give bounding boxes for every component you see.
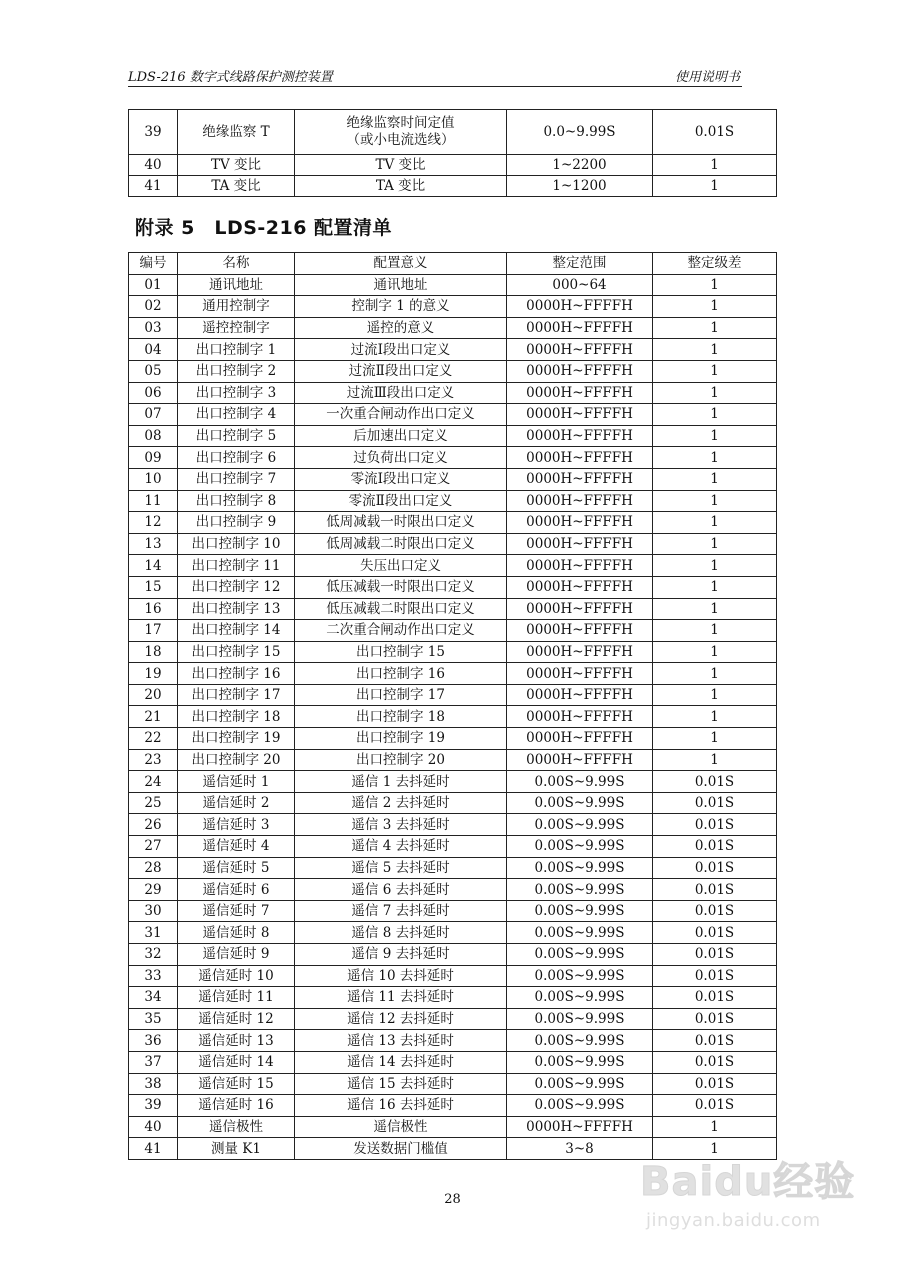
cell-no: 11 <box>129 490 178 512</box>
cell-no: 05 <box>129 360 178 382</box>
table-row <box>129 944 777 966</box>
cell-name: 出口控制字 2 <box>178 360 295 382</box>
cell-no: 23 <box>129 749 178 771</box>
cell-name: 出口控制字 16 <box>178 663 295 685</box>
cell-meaning: 遥信 7 去抖延时 <box>295 900 507 922</box>
cell-step: 1 <box>653 176 777 197</box>
table-row <box>129 1030 777 1052</box>
cell-range: 0.00S~9.99S <box>507 987 653 1009</box>
cell-no: 06 <box>129 382 178 404</box>
cell-no: 14 <box>129 555 178 577</box>
cell-meaning: 遥信 1 去抖延时 <box>295 771 507 793</box>
cell-no: 35 <box>129 1008 178 1030</box>
cell-range: 0000H~FFFFH <box>507 296 653 318</box>
cell-name: 绝缘监察 T <box>178 110 295 155</box>
cell-meaning: 发送数据门槛值 <box>295 1138 507 1160</box>
cell-meaning: 遥信 11 去抖延时 <box>295 987 507 1009</box>
cell-step: 0.01S <box>653 987 777 1009</box>
cell-name: 出口控制字 17 <box>178 684 295 706</box>
table-row <box>129 771 777 793</box>
cell-range: 0.0~9.99S <box>507 110 653 155</box>
cell-range: 0.00S~9.99S <box>507 944 653 966</box>
cell-meaning-line1: 绝缘监察时间定值 <box>346 115 455 131</box>
cell-meaning: 遥信 2 去抖延时 <box>295 792 507 814</box>
cell-step: 1 <box>653 339 777 361</box>
table-row <box>129 468 777 490</box>
cell-range: 0.00S~9.99S <box>507 1095 653 1117</box>
cell-name: 出口控制字 8 <box>178 490 295 512</box>
cell-name: 遥信延时 13 <box>178 1030 295 1052</box>
table-row <box>129 274 777 296</box>
cell-range: 0.00S~9.99S <box>507 1030 653 1052</box>
cell-name: 出口控制字 14 <box>178 620 295 642</box>
table-row <box>129 792 777 814</box>
cell-range: 0000H~FFFFH <box>507 382 653 404</box>
cell-name: TA 变比 <box>178 176 295 197</box>
cell-range: 0000H~FFFFH <box>507 620 653 642</box>
cell-meaning: 遥信 4 去抖延时 <box>295 836 507 858</box>
table-row <box>129 425 777 447</box>
cell-name: 出口控制字 7 <box>178 468 295 490</box>
cell-meaning: 出口控制字 19 <box>295 728 507 750</box>
table-row <box>129 900 777 922</box>
cell-name: 遥信延时 10 <box>178 965 295 987</box>
cell-step: 0.01S <box>653 922 777 944</box>
cell-meaning: 失压出口定义 <box>295 555 507 577</box>
cell-meaning: 零流Ⅱ段出口定义 <box>295 490 507 512</box>
cell-meaning: 通讯地址 <box>295 274 507 296</box>
cell-name: 遥信延时 12 <box>178 1008 295 1030</box>
cell-step: 1 <box>653 555 777 577</box>
cell-meaning: 遥信 14 去抖延时 <box>295 1051 507 1073</box>
cell-step: 1 <box>653 447 777 469</box>
cell-range: 0.00S~9.99S <box>507 1051 653 1073</box>
cell-meaning: 出口控制字 15 <box>295 641 507 663</box>
cell-range: 0000H~FFFFH <box>507 663 653 685</box>
cell-name: 遥信延时 11 <box>178 987 295 1009</box>
cell-range: 0000H~FFFFH <box>507 425 653 447</box>
table-row <box>129 706 777 728</box>
table-row <box>129 814 777 836</box>
cell-range: 0000H~FFFFH <box>507 468 653 490</box>
cell-range: 0.00S~9.99S <box>507 922 653 944</box>
table-row <box>129 339 777 361</box>
column-header-step: 整定级差 <box>653 253 777 275</box>
cell-name: 出口控制字 12 <box>178 576 295 598</box>
table-row <box>129 533 777 555</box>
cell-range: 0.00S~9.99S <box>507 814 653 836</box>
cell-name: 出口控制字 10 <box>178 533 295 555</box>
cell-range: 0.00S~9.99S <box>507 900 653 922</box>
cell-step: 0.01S <box>653 944 777 966</box>
cell-meaning: 零流Ⅰ段出口定义 <box>295 468 507 490</box>
cell-name: 遥信延时 16 <box>178 1095 295 1117</box>
cell-step: 0.01S <box>653 792 777 814</box>
cell-step: 1 <box>653 512 777 534</box>
cell-meaning: 遥信 3 去抖延时 <box>295 814 507 836</box>
cell-range: 0000H~FFFFH <box>507 598 653 620</box>
cell-meaning: 出口控制字 18 <box>295 706 507 728</box>
cell-no: 32 <box>129 944 178 966</box>
cell-name: 遥信延时 3 <box>178 814 295 836</box>
cell-step: 0.01S <box>653 857 777 879</box>
cell-meaning: TV 变比 <box>295 155 507 176</box>
cell-name: 出口控制字 6 <box>178 447 295 469</box>
cell-no: 37 <box>129 1051 178 1073</box>
table-row <box>129 1116 777 1138</box>
cell-step: 1 <box>653 598 777 620</box>
table-row <box>129 360 777 382</box>
table-row <box>129 576 777 598</box>
table-row <box>129 1051 777 1073</box>
header-title: LDS-216 数字式线路保护测控装置 <box>128 70 333 85</box>
table-row <box>129 641 777 663</box>
cell-meaning: 遥信 13 去抖延时 <box>295 1030 507 1052</box>
page-header <box>128 64 742 87</box>
cell-step: 1 <box>653 382 777 404</box>
cell-no: 20 <box>129 684 178 706</box>
cell-name: 遥信延时 5 <box>178 857 295 879</box>
table-row <box>129 749 777 771</box>
cell-name: 出口控制字 15 <box>178 641 295 663</box>
cell-meaning: 遥信 8 去抖延时 <box>295 922 507 944</box>
cell-step: 1 <box>653 576 777 598</box>
cell-step: 1 <box>653 155 777 176</box>
table-row <box>129 836 777 858</box>
cell-no: 39 <box>129 1095 178 1117</box>
cell-no: 41 <box>129 176 178 197</box>
cell-meaning: 过流Ⅱ段出口定义 <box>295 360 507 382</box>
cell-no: 41 <box>129 1138 178 1160</box>
table-row <box>129 317 777 339</box>
cell-step: 1 <box>653 749 777 771</box>
cell-range: 0000H~FFFFH <box>507 1116 653 1138</box>
cell-range: 3~8 <box>507 1138 653 1160</box>
configuration-table-body <box>129 274 777 1159</box>
cell-step: 1 <box>653 317 777 339</box>
table-row <box>129 598 777 620</box>
table-row <box>129 155 777 176</box>
cell-meaning <box>295 110 507 155</box>
cell-name: 通用控制字 <box>178 296 295 318</box>
cell-step: 1 <box>653 728 777 750</box>
cell-range: 0000H~FFFFH <box>507 360 653 382</box>
table-row <box>129 684 777 706</box>
column-header-name: 名称 <box>178 253 295 275</box>
cell-range: 0.00S~9.99S <box>507 857 653 879</box>
cell-no: 17 <box>129 620 178 642</box>
cell-no: 19 <box>129 663 178 685</box>
cell-meaning: 遥信 6 去抖延时 <box>295 879 507 901</box>
cell-step: 0.01S <box>653 771 777 793</box>
table-row <box>129 620 777 642</box>
cell-name: 遥信延时 15 <box>178 1073 295 1095</box>
cell-meaning-line2: （或小电流选线） <box>346 132 455 148</box>
cell-name: 遥信延时 2 <box>178 792 295 814</box>
cell-step: 1 <box>653 425 777 447</box>
cell-name: 出口控制字 20 <box>178 749 295 771</box>
cell-step: 0.01S <box>653 1095 777 1117</box>
cell-range: 0000H~FFFFH <box>507 404 653 426</box>
cell-range: 0000H~FFFFH <box>507 490 653 512</box>
cell-no: 16 <box>129 598 178 620</box>
cell-meaning: 出口控制字 16 <box>295 663 507 685</box>
table-row <box>129 922 777 944</box>
column-header-meaning: 配置意义 <box>295 253 507 275</box>
cell-range: 0.00S~9.99S <box>507 792 653 814</box>
cell-step: 1 <box>653 468 777 490</box>
cell-range: 1~2200 <box>507 155 653 176</box>
cell-no: 39 <box>129 110 178 155</box>
cell-step: 1 <box>653 296 777 318</box>
section-title: 附录 5 LDS-216 配置清单 <box>135 217 393 239</box>
cell-meaning: 遥信 10 去抖延时 <box>295 965 507 987</box>
cell-step: 0.01S <box>653 814 777 836</box>
cell-no: 03 <box>129 317 178 339</box>
cell-range: 0.00S~9.99S <box>507 1073 653 1095</box>
page-number: 28 <box>444 1192 461 1207</box>
cell-no: 13 <box>129 533 178 555</box>
cell-range: 0000H~FFFFH <box>507 728 653 750</box>
cell-step: 1 <box>653 620 777 642</box>
settings-table-continued <box>128 109 777 197</box>
cell-step: 1 <box>653 274 777 296</box>
cell-name: 出口控制字 11 <box>178 555 295 577</box>
table-row <box>129 176 777 197</box>
cell-name: 遥信延时 8 <box>178 922 295 944</box>
cell-meaning: 低周减载二时限出口定义 <box>295 533 507 555</box>
cell-name: TV 变比 <box>178 155 295 176</box>
table-row <box>129 404 777 426</box>
cell-step: 0.01S <box>653 1051 777 1073</box>
cell-step: 0.01S <box>653 900 777 922</box>
cell-no: 40 <box>129 1116 178 1138</box>
cell-no: 08 <box>129 425 178 447</box>
cell-step: 0.01S <box>653 1073 777 1095</box>
cell-step: 1 <box>653 1138 777 1160</box>
cell-range: 0000H~FFFFH <box>507 512 653 534</box>
cell-no: 31 <box>129 922 178 944</box>
cell-step: 1 <box>653 360 777 382</box>
cell-step: 0.01S <box>653 1030 777 1052</box>
cell-name: 出口控制字 13 <box>178 598 295 620</box>
cell-no: 01 <box>129 274 178 296</box>
table-row <box>129 512 777 534</box>
cell-meaning: 遥信 9 去抖延时 <box>295 944 507 966</box>
column-header-range: 整定范围 <box>507 253 653 275</box>
table-row <box>129 555 777 577</box>
cell-name: 出口控制字 3 <box>178 382 295 404</box>
cell-no: 04 <box>129 339 178 361</box>
cell-name: 遥信延时 7 <box>178 900 295 922</box>
cell-step: 0.01S <box>653 836 777 858</box>
cell-name: 出口控制字 5 <box>178 425 295 447</box>
table-row <box>129 296 777 318</box>
baidu-jingyan-watermark <box>640 1150 860 1245</box>
cell-no: 27 <box>129 836 178 858</box>
table-row <box>129 1073 777 1095</box>
cell-no: 38 <box>129 1073 178 1095</box>
cell-no: 30 <box>129 900 178 922</box>
cell-range: 0.00S~9.99S <box>507 771 653 793</box>
watermark-logo: Baidu经验 <box>640 1159 856 1205</box>
cell-step: 1 <box>653 490 777 512</box>
cell-no: 33 <box>129 965 178 987</box>
cell-range: 0000H~FFFFH <box>507 339 653 361</box>
table-header-row <box>129 253 777 275</box>
cell-meaning: 遥信 16 去抖延时 <box>295 1095 507 1117</box>
cell-meaning: 低压减载一时限出口定义 <box>295 576 507 598</box>
cell-step: 1 <box>653 1116 777 1138</box>
table-row <box>129 879 777 901</box>
cell-range: 0.00S~9.99S <box>507 836 653 858</box>
cell-no: 34 <box>129 987 178 1009</box>
cell-meaning: 过流Ⅰ段出口定义 <box>295 339 507 361</box>
cell-meaning: 遥控的意义 <box>295 317 507 339</box>
cell-name: 遥信延时 1 <box>178 771 295 793</box>
cell-range: 1~1200 <box>507 176 653 197</box>
table-row <box>129 382 777 404</box>
cell-no: 10 <box>129 468 178 490</box>
table-row <box>129 1008 777 1030</box>
cell-range: 0000H~FFFFH <box>507 447 653 469</box>
cell-meaning: 遥信极性 <box>295 1116 507 1138</box>
cell-name: 遥信延时 14 <box>178 1051 295 1073</box>
watermark-url: jingyan.baidu.com <box>646 1210 821 1231</box>
cell-name: 遥控控制字 <box>178 317 295 339</box>
cell-step: 0.01S <box>653 965 777 987</box>
cell-meaning: 一次重合闸动作出口定义 <box>295 404 507 426</box>
cell-range: 0.00S~9.99S <box>507 965 653 987</box>
cell-step: 1 <box>653 684 777 706</box>
cell-range: 0.00S~9.99S <box>507 879 653 901</box>
cell-no: 28 <box>129 857 178 879</box>
cell-meaning: 低周减载一时限出口定义 <box>295 512 507 534</box>
cell-meaning: 过流Ⅲ段出口定义 <box>295 382 507 404</box>
cell-no: 26 <box>129 814 178 836</box>
cell-step: 1 <box>653 641 777 663</box>
cell-name: 出口控制字 9 <box>178 512 295 534</box>
cell-name: 测量 K1 <box>178 1138 295 1160</box>
cell-no: 29 <box>129 879 178 901</box>
cell-name: 出口控制字 1 <box>178 339 295 361</box>
cell-range: 0000H~FFFFH <box>507 576 653 598</box>
cell-step: 1 <box>653 533 777 555</box>
cell-meaning: TA 变比 <box>295 176 507 197</box>
cell-no: 25 <box>129 792 178 814</box>
cell-name: 遥信极性 <box>178 1116 295 1138</box>
column-header-no: 编号 <box>129 253 178 275</box>
cell-range: 0000H~FFFFH <box>507 684 653 706</box>
cell-range: 0000H~FFFFH <box>507 749 653 771</box>
header-manual-label: 使用说明书 <box>674 70 740 85</box>
table-row <box>129 663 777 685</box>
cell-meaning: 出口控制字 17 <box>295 684 507 706</box>
cell-no: 02 <box>129 296 178 318</box>
cell-range: 0000H~FFFFH <box>507 641 653 663</box>
cell-no: 18 <box>129 641 178 663</box>
cell-no: 09 <box>129 447 178 469</box>
cell-meaning: 二次重合闸动作出口定义 <box>295 620 507 642</box>
cell-no: 24 <box>129 771 178 793</box>
table-row <box>129 447 777 469</box>
table-row <box>129 728 777 750</box>
cell-name: 遥信延时 9 <box>178 944 295 966</box>
cell-range: 0000H~FFFFH <box>507 555 653 577</box>
cell-range: 000~64 <box>507 274 653 296</box>
cell-meaning: 出口控制字 20 <box>295 749 507 771</box>
cell-name: 出口控制字 19 <box>178 728 295 750</box>
cell-no: 22 <box>129 728 178 750</box>
table-row <box>129 490 777 512</box>
cell-range: 0000H~FFFFH <box>507 317 653 339</box>
cell-name: 通讯地址 <box>178 274 295 296</box>
cell-step: 1 <box>653 663 777 685</box>
table-row <box>129 965 777 987</box>
cell-range: 0.00S~9.99S <box>507 1008 653 1030</box>
table-row <box>129 1095 777 1117</box>
cell-no: 07 <box>129 404 178 426</box>
table-row <box>129 110 777 155</box>
cell-step: 1 <box>653 404 777 426</box>
cell-meaning: 后加速出口定义 <box>295 425 507 447</box>
table-row <box>129 987 777 1009</box>
cell-name: 出口控制字 18 <box>178 706 295 728</box>
cell-step: 0.01S <box>653 110 777 155</box>
cell-step: 1 <box>653 706 777 728</box>
cell-meaning: 控制字 1 的意义 <box>295 296 507 318</box>
cell-name: 出口控制字 4 <box>178 404 295 426</box>
cell-no: 40 <box>129 155 178 176</box>
cell-name: 遥信延时 4 <box>178 836 295 858</box>
cell-range: 0000H~FFFFH <box>507 706 653 728</box>
cell-step: 0.01S <box>653 879 777 901</box>
cell-meaning: 遥信 5 去抖延时 <box>295 857 507 879</box>
cell-range: 0000H~FFFFH <box>507 533 653 555</box>
table-row <box>129 857 777 879</box>
cell-meaning: 低压减载二时限出口定义 <box>295 598 507 620</box>
cell-name: 遥信延时 6 <box>178 879 295 901</box>
cell-meaning: 遥信 12 去抖延时 <box>295 1008 507 1030</box>
cell-no: 15 <box>129 576 178 598</box>
cell-no: 12 <box>129 512 178 534</box>
cell-meaning: 过负荷出口定义 <box>295 447 507 469</box>
cell-meaning: 遥信 15 去抖延时 <box>295 1073 507 1095</box>
cell-step: 0.01S <box>653 1008 777 1030</box>
cell-no: 21 <box>129 706 178 728</box>
configuration-table <box>128 252 777 1160</box>
cell-no: 36 <box>129 1030 178 1052</box>
